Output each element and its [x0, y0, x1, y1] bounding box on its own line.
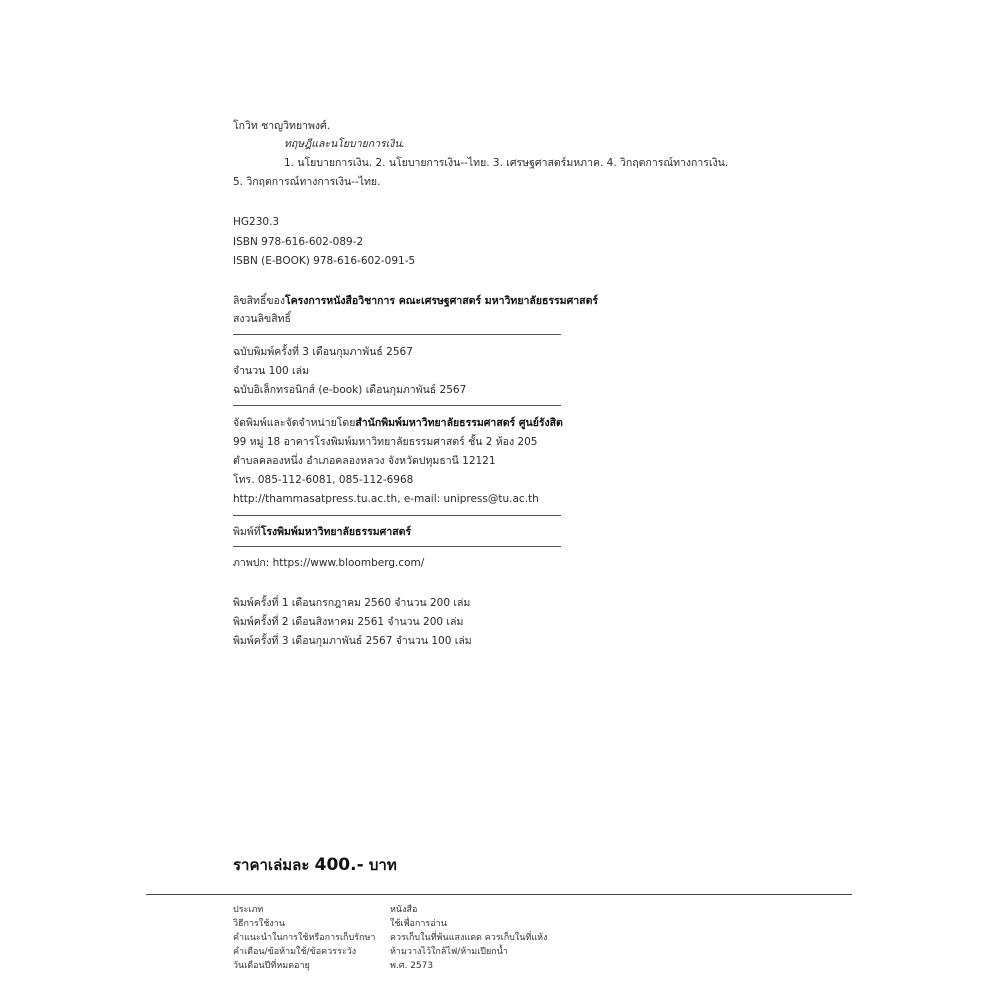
print-history-3: พิมพ์ครั้งที่ 3 เดือนกุมภาพันธ์ 2567 จำนวน 100 เล่ม [233, 635, 472, 647]
edition-print: ฉบับพิมพ์ครั้งที่ 3 เดือนกุมภาพันธ์ 2567 [233, 346, 413, 358]
product-label-usage: วิธีการใช้งาน [233, 919, 285, 929]
printer-prefix: พิมพ์ที่ [233, 526, 261, 538]
printer-line [233, 525, 411, 539]
divider [233, 546, 561, 547]
publisher-phone: โทร. 085-112-6081, 085-112-6968 [233, 474, 414, 486]
price-unit: บาท [368, 856, 397, 874]
divider [233, 515, 561, 516]
publisher-prefix: จัดพิมพ์และจัดจำหน่ายโดย [233, 417, 356, 429]
price-amount: 400.- [314, 855, 364, 875]
publisher-name: สำนักพิมพ์มหาวิทยาลัยธรรมศาสตร์ ศูนย์รังสิต [355, 417, 563, 429]
cover-credit: ภาพปก: https://www.bloomberg.com/ [233, 557, 425, 569]
divider [233, 405, 561, 406]
isbn-ebook: ISBN (E-BOOK) 978-616-602-091-5 [233, 255, 416, 267]
print-history-1: พิมพ์ครั้งที่ 1 เดือนกรกฎาคม 2560 จำนวน 200 เล่ม [233, 597, 471, 609]
product-label-expiry: วันเดือนปีที่หมดอายุ [233, 961, 310, 971]
copyright-prefix: ลิขสิทธิ์ของ [233, 295, 285, 307]
product-value-expiry: พ.ศ. 2573 [390, 961, 434, 971]
book-title: ทฤษฎีและนโยบายการเงิน. [284, 138, 405, 150]
product-label-type: ประเภท [233, 905, 264, 915]
copyright-owner: โครงการหนังสือวิชาการ คณะเศรษฐศาสตร์ มหาวิทยาลัยธรรมศาสตร์ [284, 295, 599, 307]
subject-headings-line-2: 5. วิกฤตการณ์ทางการเงิน--ไทย. [233, 176, 381, 188]
edition-ebook: ฉบับอิเล็กทรอนิกส์ (e-book) เดือนกุมภาพันธ์ 2567 [233, 384, 467, 396]
product-label-storage: คำแนะนำในการใช้หรือการเก็บรักษา [233, 933, 376, 943]
price-label: ราคาเล่มละ [233, 856, 310, 874]
price-line [233, 853, 397, 877]
subject-headings-line-1: 1. นโยบายการเงิน. 2. นโยบายการเงิน--ไทย. 3. เศรษฐศาสตร์มหภาค. 4. วิกฤตการณ์ทางการเงิน. [284, 157, 729, 169]
product-value-warning: ห้ามวางไว้ใกล้ไฟ/ห้ามเปียกน้ำ [390, 947, 508, 957]
publisher-contact: http://thammasatpress.tu.ac.th, e-mail: unipress@tu.ac.th [233, 493, 539, 505]
product-value-usage: ใช้เพื่อการอ่าน [390, 919, 447, 929]
divider [233, 334, 561, 335]
printer-name: โรงพิมพ์มหาวิทยาลัยธรรมศาสตร์ [260, 526, 412, 538]
copyright-line [233, 294, 598, 308]
publisher-address-2: ตำบลคลองหนึ่ง อำเภอคลองหลวง จังหวัดปทุมธานี 12121 [233, 455, 496, 467]
edition-copies: จำนวน 100 เล่ม [233, 365, 309, 377]
call-number: HG230.3 [233, 216, 280, 228]
product-value-type: หนังสือ [390, 905, 418, 915]
rights-reserved: สงวนลิขสิทธิ์ [233, 313, 291, 325]
publisher-line [233, 416, 563, 430]
product-value-storage: ควรเก็บในที่พ้นแสงแดด ควรเก็บในที่แห้ง [390, 933, 548, 943]
isbn: ISBN 978-616-602-089-2 [233, 236, 364, 248]
author-entry: โกวิท ชาญวิทยาพงศ์. [233, 120, 331, 132]
footer-divider [146, 894, 852, 895]
print-history-2: พิมพ์ครั้งที่ 2 เดือนสิงหาคม 2561 จำนวน 200 เล่ม [233, 616, 464, 628]
product-label-warning: คำเตือน/ข้อห้ามใช้/ข้อควรระวัง [233, 947, 357, 957]
publisher-address-1: 99 หมู่ 18 อาคารโรงพิมพ์มหาวิทยาลัยธรรมศาสตร์ ชั้น 2 ห้อง 205 [233, 436, 538, 448]
